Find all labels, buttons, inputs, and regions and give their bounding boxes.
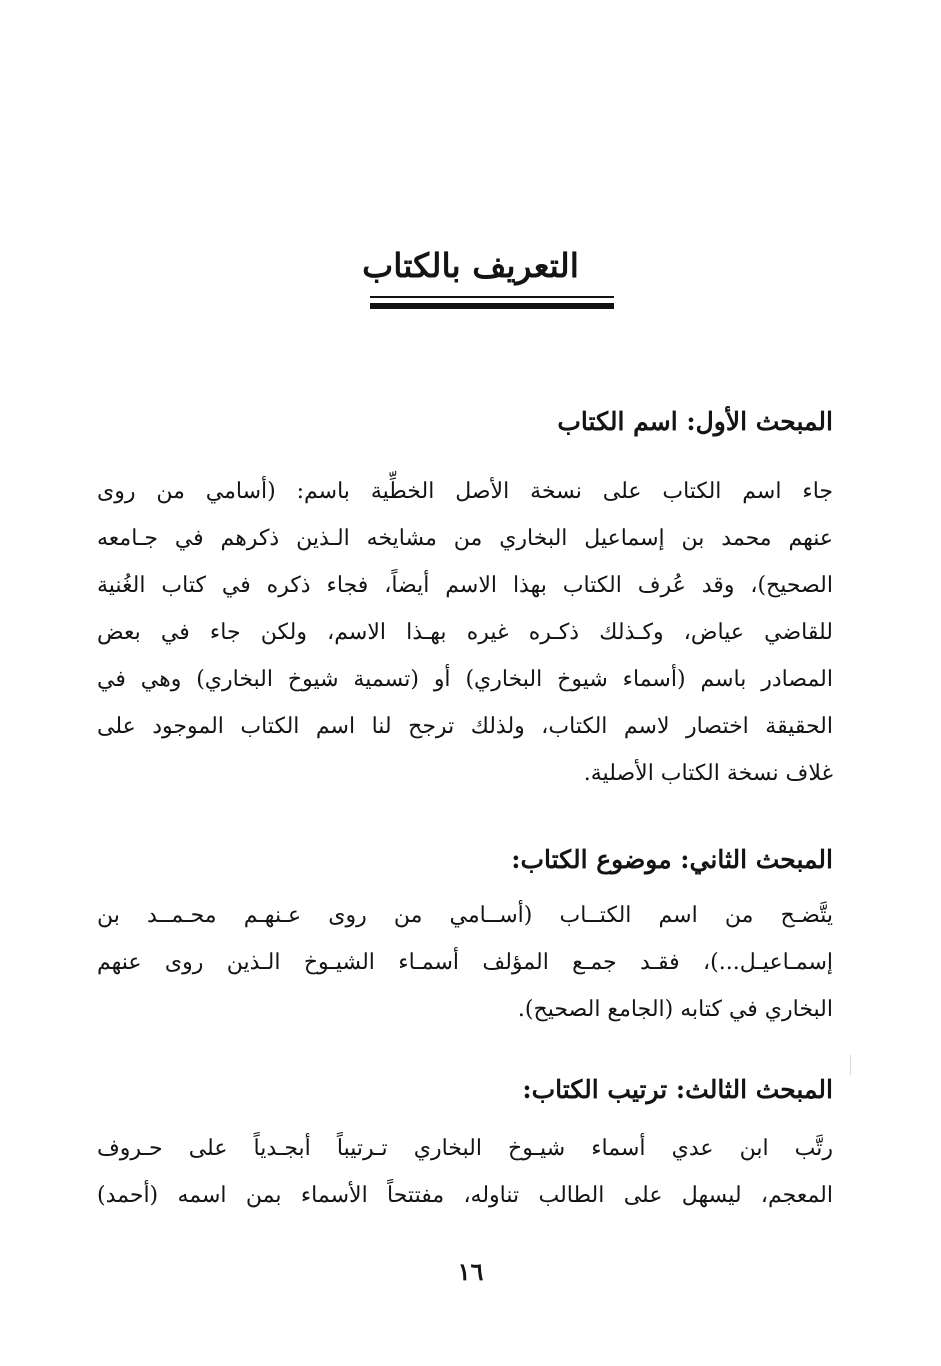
section-heading-book-arrangement: المبحث الثالث: ترتيب الكتاب: [522, 1075, 833, 1104]
title-underline-thick [370, 303, 614, 309]
paragraph-line: غلاف نسخة الكتاب الأصلية. [583, 761, 833, 786]
title-underline-thin [370, 296, 614, 298]
paragraph-line: جاء اسم الكتاب على نسخة الأصل الخطِّية باسم: (أسامي من روى [97, 479, 833, 504]
paragraph-line: المعجم، ليسهل على الطالب تناوله، مفتتحاً الأسماء بمن اسمه (أحمد) [97, 1183, 833, 1208]
scan-artifact [850, 1055, 851, 1075]
paragraph-line: البخاري في كتابه (الجامع الصحيح). [517, 997, 833, 1022]
paragraph-line: رتَّب ابن عدي أسماء شيـوخ البخاري تـرتيباً أبجـدياً على حـروف [97, 1136, 833, 1161]
section-heading-book-subject: المبحث الثاني: موضوع الكتاب: [511, 845, 833, 874]
paragraph-line: عنهم محمد بن إسماعيل البخاري من مشايخه الـذين ذكرهم في جـامعه [97, 526, 833, 551]
paragraph-line: الصحيح)، وقد عُرف الكتاب بهذا الاسم أيضاً، فجاء ذكره في كتاب الغُنية [97, 573, 833, 598]
chapter-title: التعريف بالكتاب [362, 246, 579, 285]
paragraph-line: المصادر باسم (أسماء شيوخ البخاري) أو (تسمية شيوخ البخاري) وهي في [97, 667, 833, 692]
page-number: ١٦ [457, 1257, 484, 1286]
paragraph-line: للقاضي عياض، وكـذلك ذكـره غيره بهـذا الاسم، ولكن جاء في بعض [97, 620, 833, 645]
paragraph-line: إسمـاعيـل...)، فقـد جمـع المؤلف أسمـاء الشيـوخ الـذين روى عنهم [97, 950, 833, 975]
paragraph-line: الحقيقة اختصار لاسم الكتاب، ولذلك ترجح لنا اسم الكتاب الموجود على [97, 714, 833, 739]
section-heading-book-name: المبحث الأول: اسم الكتاب [557, 407, 833, 436]
paragraph-line: يتَّضـح من اسم الكتــاب (أســامي من روى عـنهـم محـمــد بن [97, 903, 833, 928]
